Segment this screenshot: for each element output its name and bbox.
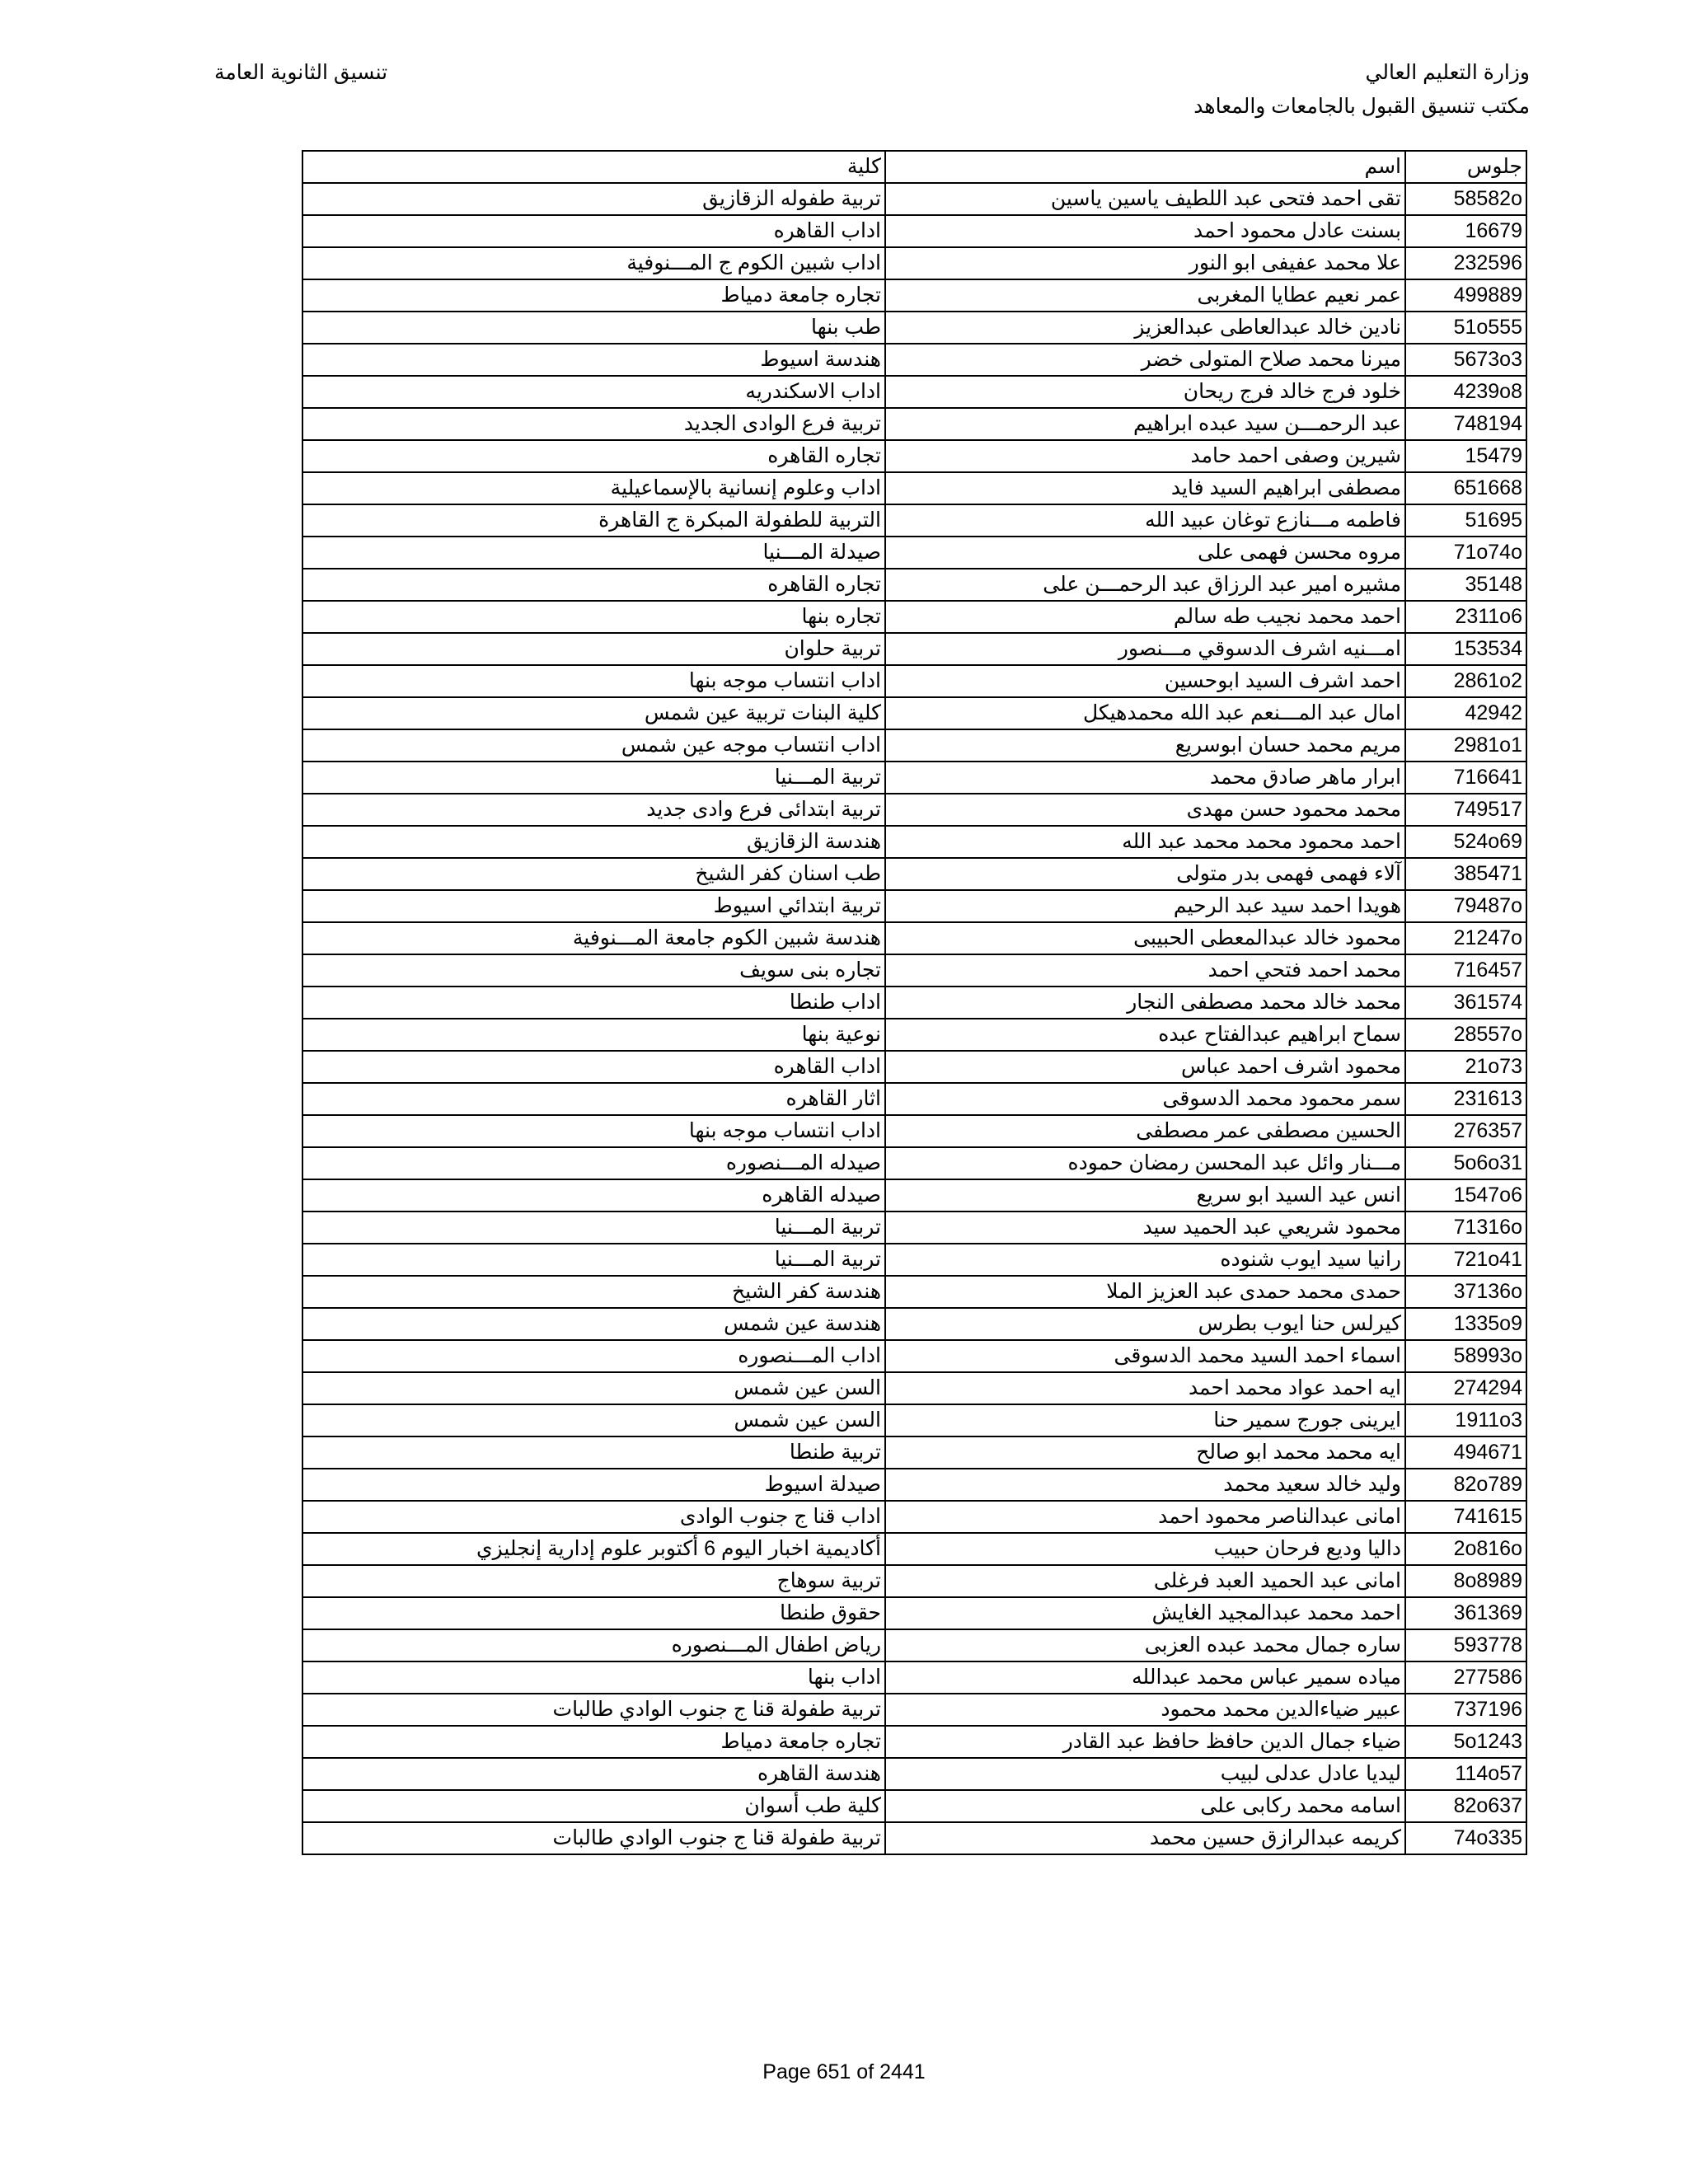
seat-cell: 28557o bbox=[1405, 1019, 1526, 1051]
table-row bbox=[302, 1469, 1526, 1501]
seat-cell: 651668 bbox=[1405, 472, 1526, 504]
table-row bbox=[302, 1276, 1526, 1308]
name-cell: ايه محمد محمد ابو صالح bbox=[885, 1436, 1405, 1469]
seat-cell: 37136o bbox=[1405, 1276, 1526, 1308]
table-row bbox=[302, 440, 1526, 472]
name-cell: ايه احمد عواد محمد احمد bbox=[885, 1372, 1405, 1404]
name-cell: عبد الرحمـــن سيد عبده ابراهيم bbox=[885, 408, 1405, 440]
table-row bbox=[302, 1340, 1526, 1372]
seat-cell: 114o57 bbox=[1405, 1758, 1526, 1790]
college-cell: هندسة القاهره bbox=[302, 1758, 885, 1790]
seat-cell: 8o8989 bbox=[1405, 1565, 1526, 1597]
college-cell: تربية ابتدائي اسيوط bbox=[302, 890, 885, 922]
page-number: Page 651 of 2441 bbox=[762, 2060, 926, 2083]
seat-cell: 277586 bbox=[1405, 1661, 1526, 1694]
college-cell: صيدله المـــنصوره bbox=[302, 1147, 885, 1179]
college-cell: تجاره القاهره bbox=[302, 569, 885, 601]
seat-cell: 2981o1 bbox=[1405, 729, 1526, 762]
seat-cell: 15479 bbox=[1405, 440, 1526, 472]
seat-cell: 593778 bbox=[1405, 1629, 1526, 1661]
table-row bbox=[302, 729, 1526, 762]
college-cell: التربية للطفولة المبكرة ج القاهرة bbox=[302, 504, 885, 537]
college-cell: كلية طب أسوان bbox=[302, 1790, 885, 1822]
name-cell: عبير ضياءالدين محمد محمود bbox=[885, 1694, 1405, 1726]
college-cell: طب اسنان كفر الشيخ bbox=[302, 858, 885, 890]
table-row bbox=[302, 1694, 1526, 1726]
seat-cell: 153534 bbox=[1405, 633, 1526, 665]
name-cell: مصطفى ابراهيم السيد فايد bbox=[885, 472, 1405, 504]
college-cell: نوعية بنها bbox=[302, 1019, 885, 1051]
table-row bbox=[302, 1597, 1526, 1629]
name-cell: ساره جمال محمد عبده العزبى bbox=[885, 1629, 1405, 1661]
college-cell: هندسة كفر الشيخ bbox=[302, 1276, 885, 1308]
name-cell: رانيا سيد ايوب شنوده bbox=[885, 1244, 1405, 1276]
college-cell: تجاره القاهره bbox=[302, 440, 885, 472]
seat-cell: 5o6o31 bbox=[1405, 1147, 1526, 1179]
name-cell: ايرينى جورج سمير حنا bbox=[885, 1404, 1405, 1436]
college-cell: تربية طنطا bbox=[302, 1436, 885, 1469]
college-cell: هندسة الزقازيق bbox=[302, 826, 885, 858]
name-cell: مياده سمير عباس محمد عبدالله bbox=[885, 1661, 1405, 1694]
name-cell: ضياء جمال الدين حافظ حافظ عبد القادر bbox=[885, 1726, 1405, 1758]
name-cell: مـــنار وائل عبد المحسن رمضان حموده bbox=[885, 1147, 1405, 1179]
college-cell: تربية ابتدائى فرع وادى جديد bbox=[302, 794, 885, 826]
college-cell: تربية طفوله الزقازيق bbox=[302, 183, 885, 215]
college-cell: تربية طفولة قنا ج جنوب الوادي طالبات bbox=[302, 1822, 885, 1854]
seat-cell: 2311o6 bbox=[1405, 601, 1526, 633]
table-row bbox=[302, 569, 1526, 601]
college-cell: اداب بنها bbox=[302, 1661, 885, 1694]
college-cell: تجاره جامعة دمياط bbox=[302, 1726, 885, 1758]
table-row bbox=[302, 1436, 1526, 1469]
college-cell: طب بنها bbox=[302, 312, 885, 344]
college-cell: حقوق طنطا bbox=[302, 1597, 885, 1629]
name-cell: اسامه محمد ركابى على bbox=[885, 1790, 1405, 1822]
name-cell: محمد خالد محمد مصطفى النجار bbox=[885, 987, 1405, 1019]
name-cell: ليديا عادل عدلى لبيب bbox=[885, 1758, 1405, 1790]
seat-cell: 16679 bbox=[1405, 215, 1526, 247]
table-row bbox=[302, 794, 1526, 826]
table-row bbox=[302, 537, 1526, 569]
college-cell: هندسة شبين الكوم جامعة المـــنوفية bbox=[302, 922, 885, 954]
table-row bbox=[302, 1372, 1526, 1404]
table-row bbox=[302, 279, 1526, 312]
name-cell: فاطمه مـــنازع توغان عبيد الله bbox=[885, 504, 1405, 537]
table-row bbox=[302, 858, 1526, 890]
college-cell: اداب انتساب موجه بنها bbox=[302, 665, 885, 697]
table-row bbox=[302, 472, 1526, 504]
table-row bbox=[302, 1758, 1526, 1790]
name-cell: علا محمد عفيفى ابو النور bbox=[885, 247, 1405, 279]
college-cell: تربية فرع الوادى الجديد bbox=[302, 408, 885, 440]
table-row bbox=[302, 762, 1526, 794]
name-cell: احمد اشرف السيد ابوحسين bbox=[885, 665, 1405, 697]
college-cell: اثار القاهره bbox=[302, 1083, 885, 1115]
name-cell: احمد محمد عبدالمجيد الغايش bbox=[885, 1597, 1405, 1629]
table-header-row bbox=[302, 151, 1526, 183]
seat-cell: 716457 bbox=[1405, 954, 1526, 987]
college-cell: صيدلة المـــنيا bbox=[302, 537, 885, 569]
name-cell: تقى احمد فتحى عبد اللطيف ياسين ياسين bbox=[885, 183, 1405, 215]
seat-cell: 274294 bbox=[1405, 1372, 1526, 1404]
name-cell: مشيره امير عبد الرزاق عبد الرحمـــن على bbox=[885, 569, 1405, 601]
seat-cell: 21o73 bbox=[1405, 1051, 1526, 1083]
seat-cell: 2o816o bbox=[1405, 1533, 1526, 1565]
table-row bbox=[302, 1661, 1526, 1694]
table-row bbox=[302, 922, 1526, 954]
college-cell: اداب الاسكندريه bbox=[302, 376, 885, 408]
seat-cell: 51o555 bbox=[1405, 312, 1526, 344]
name-cell: خلود فرج خالد فرج ريحان bbox=[885, 376, 1405, 408]
column-header-name: اسم bbox=[885, 151, 1405, 183]
section-title: تنسيق الثانوية العامة bbox=[214, 61, 388, 84]
seat-cell: 232596 bbox=[1405, 247, 1526, 279]
name-cell: انس عيد السيد ابو سريع bbox=[885, 1179, 1405, 1212]
table-row bbox=[302, 697, 1526, 729]
column-header-college: كلية bbox=[302, 151, 885, 183]
college-cell: رياض اطفال المـــنصوره bbox=[302, 1629, 885, 1661]
name-cell: محمد محمود حسن مهدى bbox=[885, 794, 1405, 826]
college-cell: صيدلة اسيوط bbox=[302, 1469, 885, 1501]
seat-cell: 749517 bbox=[1405, 794, 1526, 826]
seat-cell: 4239o8 bbox=[1405, 376, 1526, 408]
table-row bbox=[302, 247, 1526, 279]
table-row bbox=[302, 1212, 1526, 1244]
college-cell: اداب انتساب موجه بنها bbox=[302, 1115, 885, 1147]
table-row bbox=[302, 1083, 1526, 1115]
name-cell: حمدى محمد حمدى عبد العزيز الملا bbox=[885, 1276, 1405, 1308]
college-cell: أكاديمية اخبار اليوم 6 أكتوبر علوم إدارية إنجليزي bbox=[302, 1533, 885, 1565]
seat-cell: 1547o6 bbox=[1405, 1179, 1526, 1212]
name-cell: ابرار ماهر صادق محمد bbox=[885, 762, 1405, 794]
office-title: مكتب تنسيق القبول بالجامعات والمعاهد bbox=[1193, 95, 1530, 118]
name-cell: كيرلس حنا ايوب بطرس bbox=[885, 1308, 1405, 1340]
table-row bbox=[302, 633, 1526, 665]
college-cell: اداب انتساب موجه عين شمس bbox=[302, 729, 885, 762]
seat-cell: 51695 bbox=[1405, 504, 1526, 537]
name-cell: محمود شريعي عبد الحميد سيد bbox=[885, 1212, 1405, 1244]
seat-cell: 716641 bbox=[1405, 762, 1526, 794]
name-cell: سماح ابراهيم عبدالفتاح عبده bbox=[885, 1019, 1405, 1051]
college-cell: تربية سوهاج bbox=[302, 1565, 885, 1597]
seat-cell: 5673o3 bbox=[1405, 344, 1526, 376]
table-row bbox=[302, 1404, 1526, 1436]
seat-cell: 42942 bbox=[1405, 697, 1526, 729]
seat-cell: 58582o bbox=[1405, 183, 1526, 215]
seat-cell: 524o69 bbox=[1405, 826, 1526, 858]
college-cell: اداب المـــنصوره bbox=[302, 1340, 885, 1372]
seat-cell: 361369 bbox=[1405, 1597, 1526, 1629]
college-cell: السن عين شمس bbox=[302, 1404, 885, 1436]
table-row bbox=[302, 504, 1526, 537]
name-cell: محمد احمد فتحي احمد bbox=[885, 954, 1405, 987]
seat-cell: 276357 bbox=[1405, 1115, 1526, 1147]
name-cell: آلاء فهمى فهمى بدر متولى bbox=[885, 858, 1405, 890]
seat-cell: 82o789 bbox=[1405, 1469, 1526, 1501]
table-row bbox=[302, 987, 1526, 1019]
name-cell: هويدا احمد سيد عبد الرحيم bbox=[885, 890, 1405, 922]
column-header-seat: جلوس bbox=[1405, 151, 1526, 183]
college-cell: صيدله القاهره bbox=[302, 1179, 885, 1212]
name-cell: محمود اشرف احمد عباس bbox=[885, 1051, 1405, 1083]
seat-cell: 2861o2 bbox=[1405, 665, 1526, 697]
table-row bbox=[302, 1726, 1526, 1758]
college-cell: السن عين شمس bbox=[302, 1372, 885, 1404]
name-cell: داليا وديع فرحان حبيب bbox=[885, 1533, 1405, 1565]
table-row bbox=[302, 1822, 1526, 1854]
table-row bbox=[302, 312, 1526, 344]
seat-cell: 58993o bbox=[1405, 1340, 1526, 1372]
seat-cell: 231613 bbox=[1405, 1083, 1526, 1115]
table-row bbox=[302, 1308, 1526, 1340]
college-cell: هندسة عين شمس bbox=[302, 1308, 885, 1340]
college-cell: تجاره جامعة دمياط bbox=[302, 279, 885, 312]
name-cell: وليد خالد سعيد محمد bbox=[885, 1469, 1405, 1501]
name-cell: احمد محمود محمد محمد عبد الله bbox=[885, 826, 1405, 858]
name-cell: امانى عبدالناصر محمود احمد bbox=[885, 1501, 1405, 1533]
table-row bbox=[302, 344, 1526, 376]
table-row bbox=[302, 1790, 1526, 1822]
table-row bbox=[302, 665, 1526, 697]
name-cell: محمود خالد عبدالمعطى الحبيبى bbox=[885, 922, 1405, 954]
table-row bbox=[302, 215, 1526, 247]
seat-cell: 21247o bbox=[1405, 922, 1526, 954]
college-cell: هندسة اسيوط bbox=[302, 344, 885, 376]
name-cell: امانى عبد الحميد العبد فرغلى bbox=[885, 1565, 1405, 1597]
table-row bbox=[302, 601, 1526, 633]
college-cell: اداب قنا ج جنوب الوادى bbox=[302, 1501, 885, 1533]
seat-cell: 499889 bbox=[1405, 279, 1526, 312]
name-cell: كريمه عبدالرازق حسين محمد bbox=[885, 1822, 1405, 1854]
table-row bbox=[302, 1629, 1526, 1661]
name-cell: اسماء احمد السيد محمد الدسوقى bbox=[885, 1340, 1405, 1372]
table-row bbox=[302, 1501, 1526, 1533]
name-cell: امـــنيه اشرف الدسوقي مـــنصور bbox=[885, 633, 1405, 665]
college-cell: تجاره بنى سويف bbox=[302, 954, 885, 987]
seat-cell: 737196 bbox=[1405, 1694, 1526, 1726]
seat-cell: 494671 bbox=[1405, 1436, 1526, 1469]
table-row bbox=[302, 1051, 1526, 1083]
seat-cell: 79487o bbox=[1405, 890, 1526, 922]
name-cell: ميرنا محمد صلاح المتولى خضر bbox=[885, 344, 1405, 376]
college-cell: اداب وعلوم إنسانية بالإسماعيلية bbox=[302, 472, 885, 504]
name-cell: سمر محمود محمد الدسوقى bbox=[885, 1083, 1405, 1115]
table-row bbox=[302, 826, 1526, 858]
seat-cell: 361574 bbox=[1405, 987, 1526, 1019]
name-cell: امال عبد المـــنعم عبد الله محمدهيكل bbox=[885, 697, 1405, 729]
college-cell: اداب القاهره bbox=[302, 1051, 885, 1083]
seat-cell: 71316o bbox=[1405, 1212, 1526, 1244]
table-row bbox=[302, 1179, 1526, 1212]
table-row bbox=[302, 183, 1526, 215]
name-cell: مريم محمد حسان ابوسريع bbox=[885, 729, 1405, 762]
college-cell: تربية المـــنيا bbox=[302, 762, 885, 794]
table-row bbox=[302, 954, 1526, 987]
seat-cell: 35148 bbox=[1405, 569, 1526, 601]
seat-cell: 5o1243 bbox=[1405, 1726, 1526, 1758]
college-cell: تربية حلوان bbox=[302, 633, 885, 665]
seat-cell: 741615 bbox=[1405, 1501, 1526, 1533]
name-cell: احمد محمد نجيب طه سالم bbox=[885, 601, 1405, 633]
table-row bbox=[302, 376, 1526, 408]
table-row bbox=[302, 1115, 1526, 1147]
table-row bbox=[302, 1019, 1526, 1051]
table-row bbox=[302, 1533, 1526, 1565]
name-cell: الحسين مصطفى عمر مصطفى bbox=[885, 1115, 1405, 1147]
name-cell: مروه محسن فهمى على bbox=[885, 537, 1405, 569]
college-cell: تربية طفولة قنا ج جنوب الوادي طالبات bbox=[302, 1694, 885, 1726]
ministry-title: وزارة التعليم العالي bbox=[1365, 61, 1530, 84]
table-row bbox=[302, 1565, 1526, 1597]
table-row bbox=[302, 408, 1526, 440]
college-cell: اداب شبين الكوم ج المـــنوفية bbox=[302, 247, 885, 279]
college-cell: تربية المـــنيا bbox=[302, 1244, 885, 1276]
name-cell: عمر نعيم عطايا المغربى bbox=[885, 279, 1405, 312]
college-cell: تربية المـــنيا bbox=[302, 1212, 885, 1244]
college-cell: تجاره بنها bbox=[302, 601, 885, 633]
seat-cell: 1335o9 bbox=[1405, 1308, 1526, 1340]
name-cell: شيرين وصفى احمد حامد bbox=[885, 440, 1405, 472]
seat-cell: 721o41 bbox=[1405, 1244, 1526, 1276]
seat-cell: 1911o3 bbox=[1405, 1404, 1526, 1436]
seat-cell: 748194 bbox=[1405, 408, 1526, 440]
seat-cell: 71o74o bbox=[1405, 537, 1526, 569]
seat-cell: 74o335 bbox=[1405, 1822, 1526, 1854]
college-cell: اداب القاهره bbox=[302, 215, 885, 247]
college-cell: اداب طنطا bbox=[302, 987, 885, 1019]
table-row bbox=[302, 890, 1526, 922]
seat-cell: 385471 bbox=[1405, 858, 1526, 890]
college-cell: كلية البنات تربية عين شمس bbox=[302, 697, 885, 729]
name-cell: بسنت عادل محمود احمد bbox=[885, 215, 1405, 247]
name-cell: نادين خالد عبدالعاطى عبدالعزيز bbox=[885, 312, 1405, 344]
table-row bbox=[302, 1147, 1526, 1179]
results-table bbox=[302, 150, 1527, 1855]
seat-cell: 82o637 bbox=[1405, 1790, 1526, 1822]
table-row bbox=[302, 1244, 1526, 1276]
